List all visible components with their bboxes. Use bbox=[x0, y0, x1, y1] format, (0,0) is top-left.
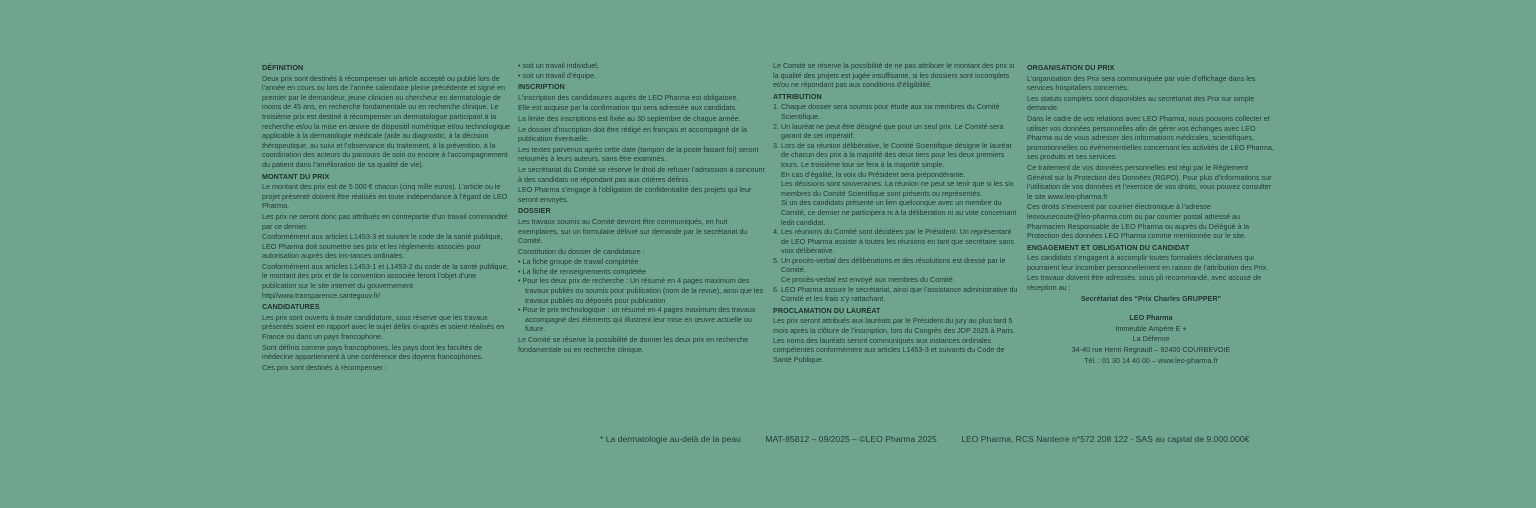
list-item: • La fiche groupe de travail complétée bbox=[518, 257, 639, 267]
montant-text: Les prix ne seront donc pas attribués en contrepartie d’un travail commandité par ce dernier. bbox=[262, 211, 508, 231]
montant-text: Le montant des prix est de 5 000 € chacun (cinq mille euros). L’article ou le projet présenté doivent être réalisés en toute indépendance à l’égard de LEO Pharma. bbox=[262, 182, 508, 211]
list-item: • soit un travail d’équipe. bbox=[518, 70, 597, 80]
candidatures-text: Les prix sont ouverts à toute candidature, sous réserve que les travaux présentés soient en rapport avec le sujet défini ci-après et soient réalisés en France ou dans un pays francophone. bbox=[262, 312, 505, 342]
engagement-text: Les travaux doivent être adressés, sous pli recommandé, avec accusé de réception au : bbox=[1027, 273, 1262, 293]
footer-legal: LEO Pharma, RCS Nanterre n°572 208 122 - SAS au capital de 9.000.000€ bbox=[961, 434, 1250, 444]
attribution-list bbox=[773, 102, 1018, 303]
inscription-text: La limite des inscriptions est fixée au 30 septembre de chaque année. bbox=[518, 113, 741, 123]
proclamation-text: Les prix seront attribués aux lauréats par le Président du jury au plus tard 5 mois après la clôture de l’inscription, lors du Congrès des JDP 2025 à Paris. Les noms des lauréats seront communiqués aux instances ordinales compétentes conformément aux articles L1453-3 et suivants du Code de Santé Publique. bbox=[773, 316, 1015, 364]
list-item: 2. Un lauréat ne peut être désigné que pour un seul prix. Le Comité sera garant de cet impératif. bbox=[773, 121, 1004, 141]
candidatures-text: Sont définis comme pays francophones, les pays dont les facultés de médecine appartiennent à une conférence des doyens francophones. bbox=[262, 342, 483, 362]
address-line: La Défense bbox=[1132, 334, 1170, 344]
spacer bbox=[1027, 304, 1275, 313]
work-type-list bbox=[518, 61, 768, 80]
list-item: 3. Lors de sa réunion délibérative, le Comité Scientifique désigne le lauréat de chacun des prix à la majorité des deux tiers pour les deux premiers tours. Le troisième tour se fera à la majorité simple. bbox=[773, 140, 1012, 169]
organisation-text: Les statuts complets sont disponibles au secrétariat des Prix sur simple demande. bbox=[1027, 93, 1255, 113]
list-item: 6. LEO Pharma assure le secrétariat, ainsi que l’assistance administrative du Comité et les frais s’y rattachant. bbox=[773, 284, 1018, 304]
column-2 bbox=[518, 61, 768, 355]
list-item: • Pour le prix technologique : un résumé en 4 pages maximum des travaux accompagné des éléments qui illustrent leur mise en œuvre actuelle ou future. bbox=[518, 305, 756, 334]
engagement-text: Les candidats s’engagent à accomplir toutes formalités déclaratives qui pourraient leur incomber personnellement en raison de l’attribution des Prix. bbox=[1027, 253, 1269, 272]
candidatures-text: Ces prix sont destinés à récompenser : bbox=[262, 362, 387, 372]
list-item: 4. Les réunions du Comité sont décidées par le Président. Un représentant de LEO Pharma assiste à toutes les réunions en tant que secrétaire sans voix délibérative. bbox=[773, 227, 1014, 256]
dossier-end-text: Le Comité se réserve la possibilité de donner les deux prix en recherche fondamentale ou en recherche clinique. bbox=[518, 335, 749, 354]
definition-text: Deux prix sont destinés à récompenser un article accepté ou publié lors de l’année en cours ou lors de l’année calendaire pleine précédente et signé en premier par le demandeur, jeune clinicien ou chercheur en dermatologie de moins de 45 ans, en recherche fondamentale ou en recherche clinique. Le troisième prix est destiné à récompenser un dermatologue participant à la recherche et/ou la mise en œuvre de dispositif numérique et/ou technologique applicable à la dermatologie médicale (aide au diagnostic, à la décision thérapeutique, au suivi et l’observance du traitement, à la prévention, à la coordination des acteurs du parcours de soin ou encore à l’accompagnement du patient dans l’amélioration de sa qualité de vie). bbox=[262, 73, 511, 169]
footer bbox=[600, 434, 1500, 444]
organisation-text: Ce traitement de vos données personnelles est régi par le Règlement Général sur la Protection des Données (RGPD). Pour plus d’informations sur l’utilisation de vos données et l’exercice de vos droits, vous pouvez consulter le site www.leo-pharma.fr bbox=[1027, 162, 1272, 201]
organisation-text: L’organisation des Prix sera communiquée par voie d’offichage dans les services hospitaliers concernés. bbox=[1027, 73, 1256, 93]
heading-proclamation: PROCLAMATION DU LAURÉAT bbox=[773, 305, 881, 315]
secretariat-title: Secrétariat des “Prix Charles GRUPPER” bbox=[1080, 293, 1222, 303]
inscription-text: L’inscription des candidatures auprès de LEO Pharma est obligatoire. bbox=[518, 92, 739, 102]
organisation-text: Dans le cadre de vos relations avec LEO Pharma, nous pouvons collecter et utiliser vos données personnelles afin de gérer vos échanges avec LEO Pharma ou de vous adresser des informations médicales, scientifiques, promotionnelles ou évènementielles concernant les activités de LEO Pharma, ses produits et ses services. bbox=[1027, 113, 1274, 162]
column-3 bbox=[773, 61, 1018, 365]
heading-engagement: ENGAGEMENT ET OBLIGATION DU CANDIDAT bbox=[1027, 242, 1190, 252]
heading-definition: DÉFINITION bbox=[262, 63, 304, 72]
contact-line: Tél. : 01 30 14 40 00 – www.leo-pharma.fr bbox=[1084, 355, 1218, 365]
column-4 bbox=[1027, 61, 1275, 366]
list-item: En cas d’égalité, la voix du Président sera prépondérante. bbox=[781, 169, 966, 179]
inscription-text: Elle est acquise par la confirmation qui sera adressée aux candidats. bbox=[518, 103, 737, 113]
inscription-text: Le secrétariat du Comité se réserve le droit de refuser l’admission à concourir à des candidats ne répondant pas aux critères définis. bbox=[518, 164, 765, 184]
list-item: • Pour les deux prix de recherche : Un résumé en 4 pages maximum des travaux publiés ou soumis pour publication (nom de la revue), ainsi que les travaux publiés ou déposés pour publication bbox=[518, 276, 764, 305]
list-item: • La fiche de renseignements complétée bbox=[518, 266, 646, 276]
committee-intro-text: Le Comité se réserve la possibilité de ne pas attribuer le montant des prix si la qualité des projets est jugée insuffisante, si les dossiers sont incomplets et/ou ne répondant pas aux conditions d’éligibilité. bbox=[773, 61, 1015, 90]
montant-text: Conformément aux articles L1453-3 et suivant le code de la santé publique, LEO Pharma doit soumettre ses prix et les règlements associés pour autorisation auprès des ins-tances ordinales. bbox=[262, 232, 503, 261]
heading-organisation: ORGANISATION DU PRIX bbox=[1027, 63, 1115, 72]
montant-text: Conformément aux articles L1453-1 et L1453-2 du code de la santé publique, le montant des prix et de la convention associée feront l’objet d’une publication sur le site internet du gouvernement http//www.transparence.santegouv.fr/ bbox=[262, 261, 509, 300]
heading-candidatures: CANDIDATURES bbox=[262, 302, 320, 312]
dossier-list bbox=[518, 257, 768, 334]
company-name: LEO Pharma bbox=[1129, 313, 1173, 323]
list-item: 1. Chaque dossier sera soumis pour étude aux six membres du Comité Scientifique. bbox=[773, 102, 1000, 121]
heading-dossier: DOSSIER bbox=[518, 206, 551, 216]
list-item: Si un des candidats présente un lien quelconque avec un membre du Comité, ce dernier ne participera ni à la délibération ni au vote concernant ledit candidat. bbox=[781, 198, 1017, 227]
address-line: Immeuble Ampère E + bbox=[1115, 323, 1187, 333]
list-item: 5. Un procès-verbal des délibérations et des résolutions est dressé par le Comité. bbox=[773, 255, 1006, 275]
heading-attribution: ATTRIBUTION bbox=[773, 91, 822, 101]
heading-montant: MONTANT DU PRIX bbox=[262, 171, 330, 181]
list-item: Les décisions sont souveraines. La réunion ne peut se tenir que si les six membres du Comité Scientifique sont présents ou représentés. bbox=[781, 179, 1014, 198]
footer-tagline: * La dermatologie au-delà de la peau bbox=[600, 434, 741, 444]
dossier-text: Les travaux soumis au Comité devront être communiqués, en huit exemplaires, sur un formulaire délivré sur demande par le secrétariat du Comité. bbox=[518, 216, 748, 246]
footer-reference: MAT-85812 – 09/2025 – ©LEO Pharma 2025 bbox=[765, 434, 937, 444]
dossier-text: Constitution du dossier de candidature : bbox=[518, 246, 645, 256]
heading-inscription: INSCRIPTION bbox=[518, 82, 565, 92]
inscription-text: Le dossier d’inscription doit être rédigé en français et accompagné de la publication éventuelle. bbox=[518, 124, 747, 144]
column-1 bbox=[262, 61, 512, 373]
organisation-text: Ces droits s’exercent par courrier électronique à l’adresse leovousecoute@leo-pharma.com ou par courrier postal adressé au Pharmacien Responsable de LEO Pharma ou auprès du Délégué à la Protection des données LEO Pharma comme mentionnée sur le site. bbox=[1027, 202, 1250, 241]
address-line: 34-40 rue Henri Regnault – 92400 COURBEVOIE bbox=[1071, 345, 1231, 355]
list-item: • soit un travail individuel, bbox=[518, 61, 599, 70]
list-item: Ce procès-verbal est envoyé aux membres du Comité. bbox=[781, 275, 955, 285]
inscription-text: Les textes parvenus après cette date (tampon de la poste faisant foi) seront retournés à leurs auteurs, sans être examinés. bbox=[518, 144, 759, 164]
inscription-text: LEO Pharma s’engage à l’obligation de confidentialité des projets qui leur seront envoyés. bbox=[518, 185, 752, 204]
